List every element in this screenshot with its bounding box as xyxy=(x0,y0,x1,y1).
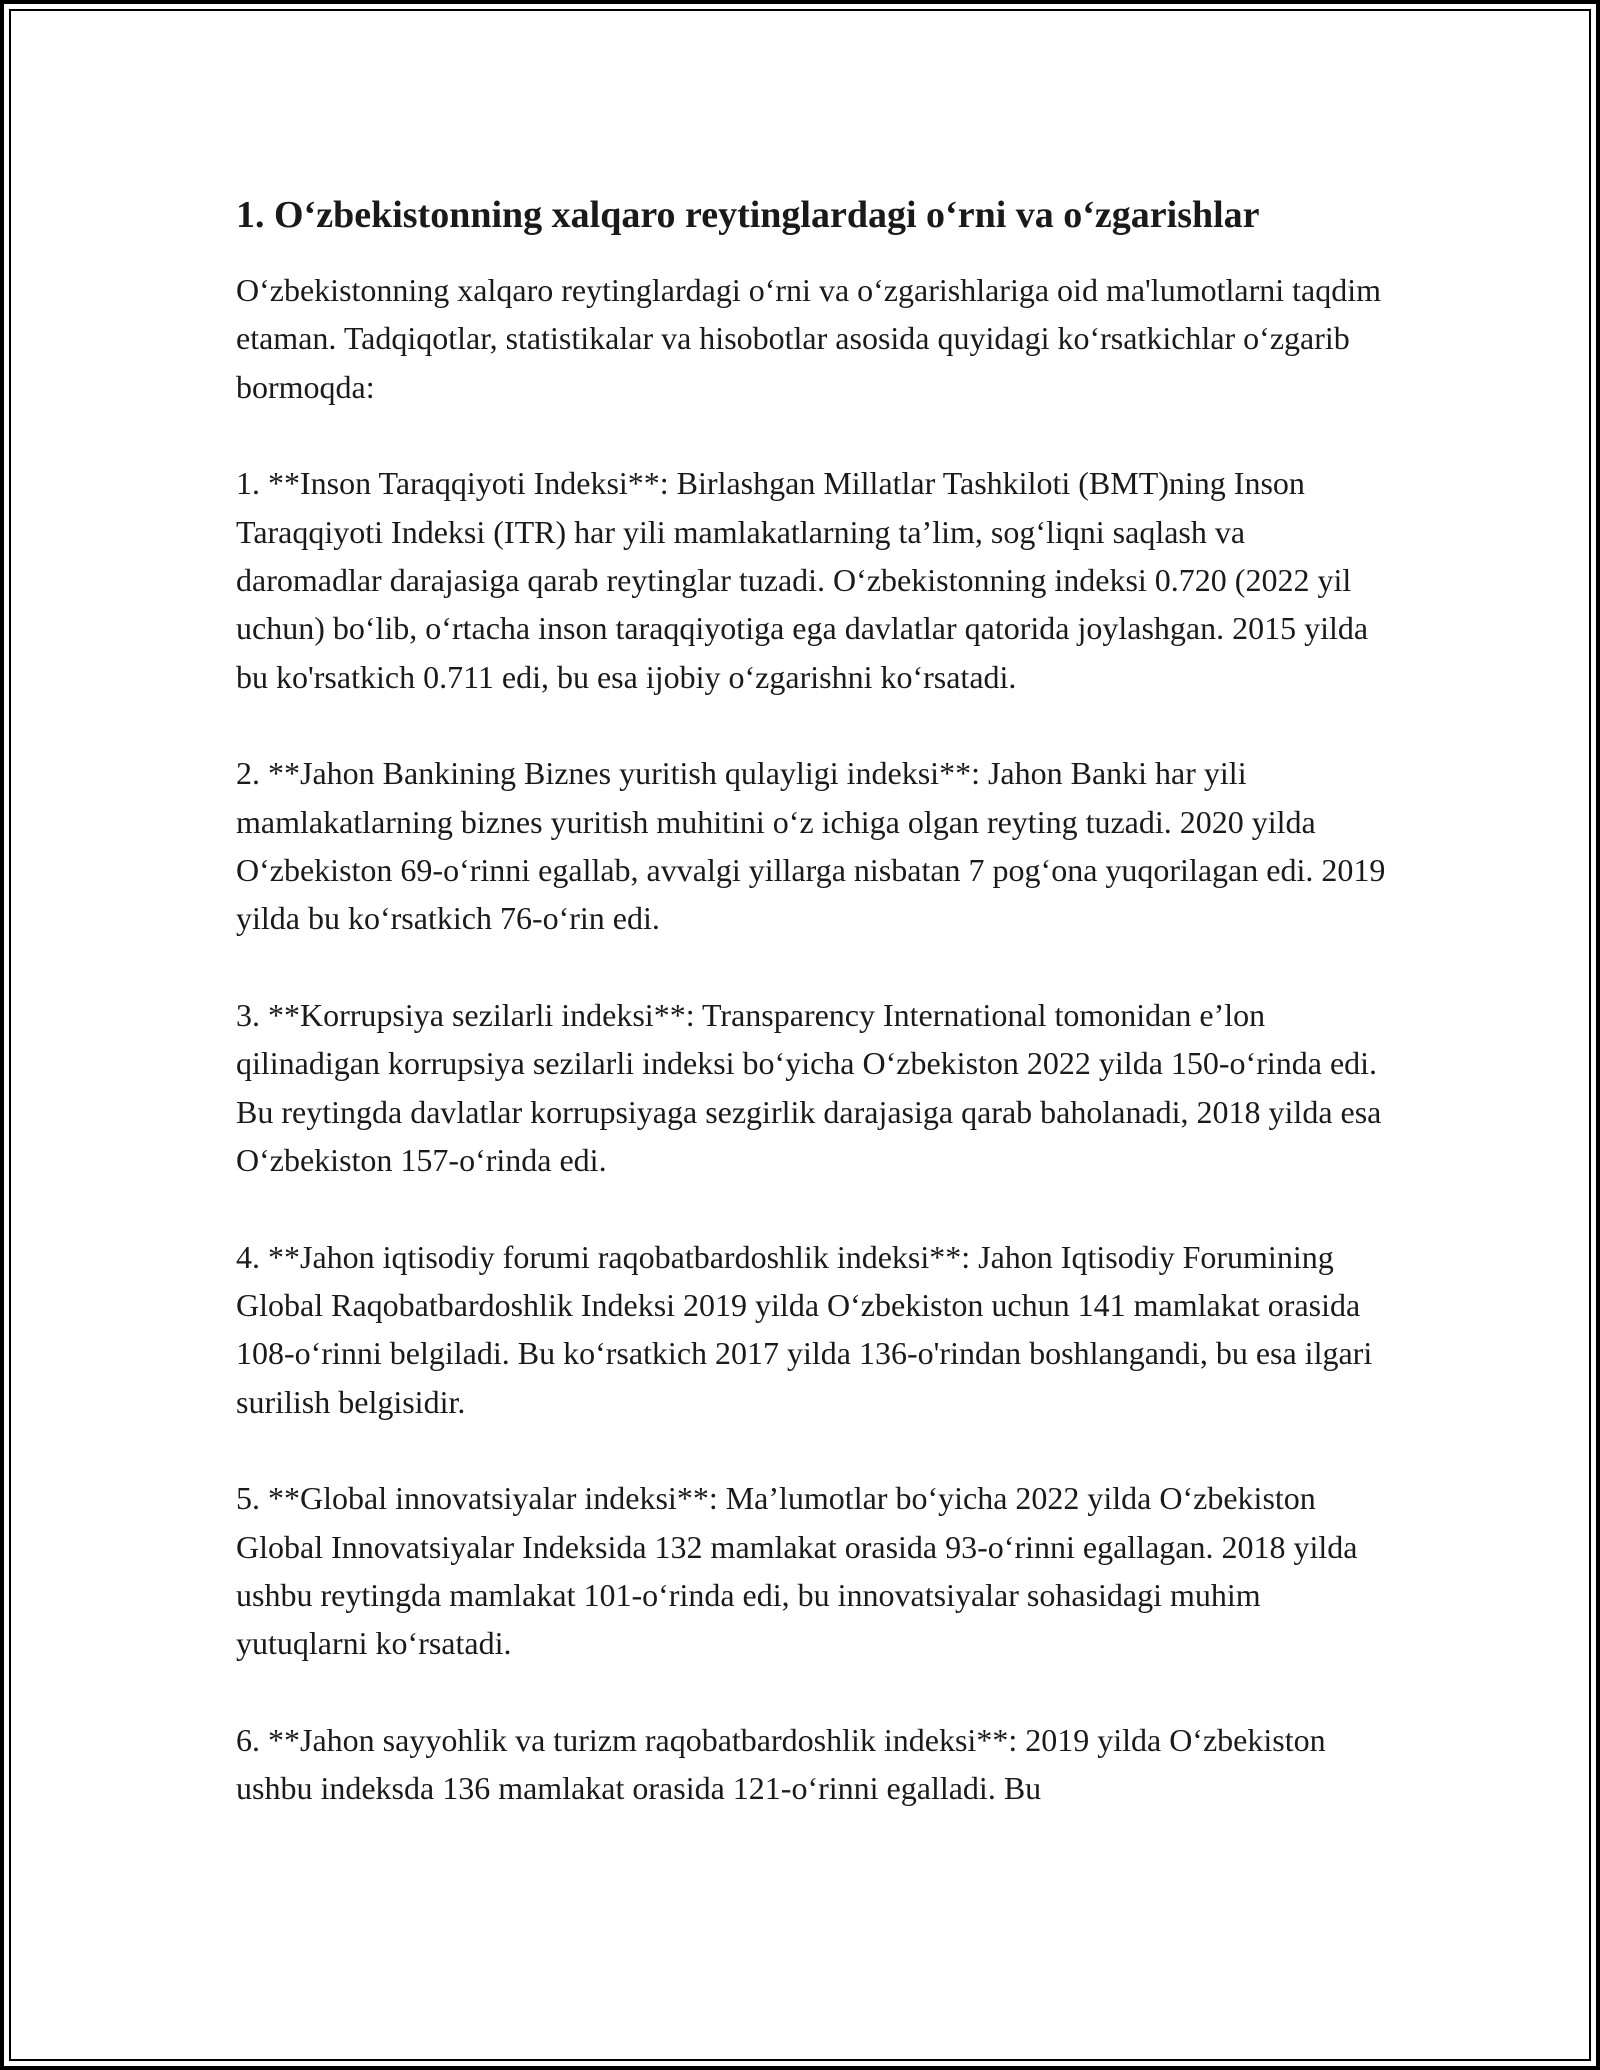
list-item-hdi: 1. **Inson Taraqqiyoti Indeksi**: Birlashgan Millatlar Tashkiloti (BMT)ning Inson Taraqqiyoti Indeksi (ITR) har yili mamlakatlarning ta’lim, sog‘liqni saqlash va daromadlar darajasiga qarab reytinglar tuzadi. O‘zbekistonning indeksi 0.720 (2022 yil uchun) bo‘lib, o‘rtacha inson taraqqiyotiga ega davlatlar qatorida joylashgan. 2015 yilda bu ko'rsatkich 0.711 edi, bu esa ijobiy o‘zgarishni ko‘rsatadi. xyxy=(236,465,1369,695)
list-item-tourism: 6. **Jahon sayyohlik va turizm raqobatbardoshlik indeksi**: 2019 yilda O‘zbekiston ushbu indeksda 136 mamlakat orasida 121-o‘rinni egalladi. Bu xyxy=(236,1721,1326,1807)
document-title: 1. O‘zbekistonning xalqaro reytinglardagi o‘rni va o‘zgarishlar xyxy=(236,194,1260,236)
intro-paragraph: O‘zbekistonning xalqaro reytinglardagi o‘rni va o‘zgarishlariga oid ma'lumotlarni taqdim etaman. Tadqiqotlar, statistikalar va hisobotlar asosida quyidagi ko‘rsatkichlar o‘zgarib bormoqda: xyxy=(236,272,1381,405)
list-item-innovation: 5. **Global innovatsiyalar indeksi**: Ma’lumotlar bo‘yicha 2022 yilda O‘zbekiston Global Innovatsiyalar Indeksida 132 mamlakat orasida 93-o‘rinni egallagan. 2018 yilda ushbu reytingda mamlakat 101-o‘rinda edi, bu innovatsiyalar sohasidagi muhim yutuqlarni ko‘rsatadi. xyxy=(236,1480,1358,1662)
list-item-competitiveness: 4. **Jahon iqtisodiy forumi raqobatbardoshlik indeksi**: Jahon Iqtisodiy Forumining Global Raqobatbardoshlik Indeksi 2019 yilda O‘zbekiston uchun 141 mamlakat orasida 108-o‘rinni belgiladi. Bu ko‘rsatkich 2017 yilda 136-o'rindan boshlangandi, bu esa ilgari surilish belgisidir. xyxy=(236,1238,1373,1420)
list-item-doing-business: 2. **Jahon Bankining Biznes yuritish qulayligi indeksi**: Jahon Banki har yili mamlakatlarning biznes yuritish muhitini o‘z ichiga olgan reyting tuzadi. 2020 yilda O‘zbekiston 69-o‘rinni egallab, avvalgi yillarga nisbatan 7 pog‘ona yuqorilagan edi. 2019 yilda bu ko‘rsatkich 76-o‘rin edi. xyxy=(236,755,1386,937)
document-body xyxy=(236,188,1386,1813)
list-item-corruption: 3. **Korrupsiya sezilarli indeksi**: Transparency International tomonidan e’lon qilinadigan korrupsiya sezilarli indeksi bo‘yicha O‘zbekiston 2022 yilda 150-o‘rinda edi. Bu reytingda davlatlar korrupsiyaga sezgirlik darajasiga qarab baholanadi, 2018 yilda esa O‘zbekiston 157-o‘rinda edi. xyxy=(236,996,1382,1179)
